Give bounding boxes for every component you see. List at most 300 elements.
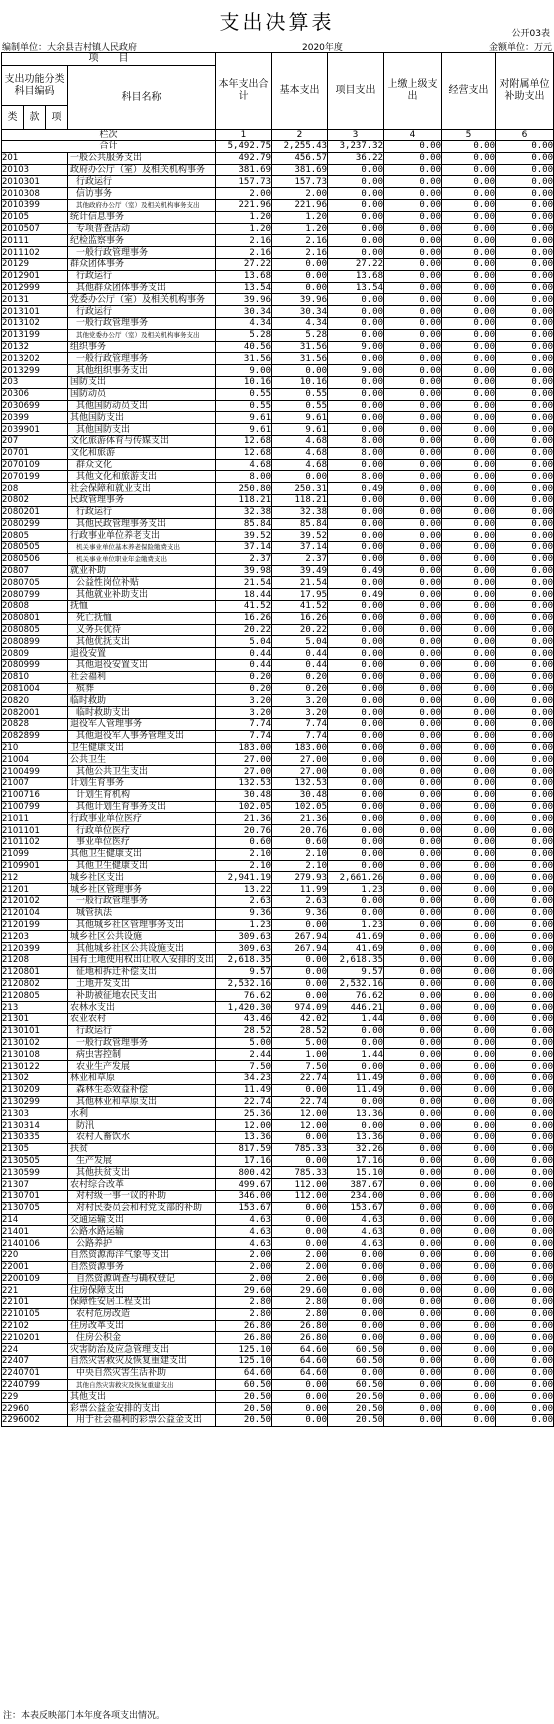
row-subsidy: 0.00 bbox=[496, 152, 554, 164]
row-code: 2030699 bbox=[2, 400, 68, 412]
row-code: 2109901 bbox=[2, 860, 68, 872]
row-name: 国防动员 bbox=[68, 388, 216, 400]
table-body bbox=[2, 141, 554, 1427]
row-business: 0.00 bbox=[442, 553, 496, 565]
row-subsidy: 0.00 bbox=[496, 176, 554, 188]
row-basic: 22.74 bbox=[272, 1072, 328, 1084]
row-basic: 3.20 bbox=[272, 707, 328, 719]
row-business: 0.00 bbox=[442, 742, 496, 754]
table-row bbox=[2, 695, 554, 707]
row-subsidy: 0.00 bbox=[496, 1143, 554, 1155]
row-business: 0.00 bbox=[442, 612, 496, 624]
row-name: 群众文化 bbox=[68, 459, 216, 471]
col-num-3: 3 bbox=[328, 130, 384, 141]
table-row bbox=[2, 1367, 554, 1379]
row-basic: 0.00 bbox=[272, 1155, 328, 1167]
row-project: 11.49 bbox=[328, 1084, 384, 1096]
row-project: 0.00 bbox=[328, 294, 384, 306]
row-code: 2012901 bbox=[2, 270, 68, 282]
row-code: 2013101 bbox=[2, 306, 68, 318]
row-project: 8.00 bbox=[328, 471, 384, 483]
row-business: 0.00 bbox=[442, 506, 496, 518]
row-upper: 0.00 bbox=[384, 530, 442, 542]
row-upper: 0.00 bbox=[384, 235, 442, 247]
row-upper: 0.00 bbox=[384, 1226, 442, 1238]
row-business: 0.00 bbox=[442, 730, 496, 742]
row-name: 纪检监察事务 bbox=[68, 235, 216, 247]
row-upper: 0.00 bbox=[384, 1297, 442, 1309]
row-project: 0.00 bbox=[328, 730, 384, 742]
row-total: 5.04 bbox=[216, 636, 272, 648]
header-project-exp: 项目支出 bbox=[328, 53, 384, 130]
row-upper: 0.00 bbox=[384, 565, 442, 577]
row-upper: 0.00 bbox=[384, 1179, 442, 1191]
table-row bbox=[2, 931, 554, 943]
row-total: 0.44 bbox=[216, 648, 272, 660]
row-business: 0.00 bbox=[442, 1403, 496, 1415]
row-subsidy: 0.00 bbox=[496, 282, 554, 294]
row-basic: 9.36 bbox=[272, 907, 328, 919]
row-subsidy: 0.00 bbox=[496, 1061, 554, 1073]
row-basic: 17.95 bbox=[272, 589, 328, 601]
row-business: 0.00 bbox=[442, 660, 496, 672]
table-row bbox=[2, 1131, 554, 1143]
row-subsidy: 0.00 bbox=[496, 589, 554, 601]
row-code: 22001 bbox=[2, 1261, 68, 1273]
row-basic: 0.00 bbox=[272, 1202, 328, 1214]
row-name: 彩票公益金安排的支出 bbox=[68, 1403, 216, 1415]
row-upper: 0.00 bbox=[384, 1249, 442, 1261]
row-total: 183.00 bbox=[216, 742, 272, 754]
row-code: 2120399 bbox=[2, 943, 68, 955]
row-subsidy: 0.00 bbox=[496, 518, 554, 530]
row-project: 2,532.16 bbox=[328, 978, 384, 990]
form-number: 公开03表 bbox=[511, 29, 550, 39]
row-subsidy: 0.00 bbox=[496, 211, 554, 223]
row-project: 0.00 bbox=[328, 601, 384, 613]
row-code: 21307 bbox=[2, 1179, 68, 1191]
row-total: 9.61 bbox=[216, 412, 272, 424]
row-subsidy: 0.00 bbox=[496, 471, 554, 483]
row-project: 0.00 bbox=[328, 1285, 384, 1297]
row-upper: 0.00 bbox=[384, 1190, 442, 1202]
row-basic: 132.53 bbox=[272, 778, 328, 790]
table-row bbox=[2, 223, 554, 235]
row-basic: 0.00 bbox=[272, 1415, 328, 1427]
row-upper: 0.00 bbox=[384, 778, 442, 790]
row-basic: 42.02 bbox=[272, 1013, 328, 1025]
row-project: 0.00 bbox=[328, 848, 384, 860]
row-upper: 0.00 bbox=[384, 518, 442, 530]
row-name: 一般行政管理事务 bbox=[68, 317, 216, 329]
header-kuan: 款 bbox=[24, 106, 46, 130]
row-name: 其他国防支出 bbox=[68, 424, 216, 436]
row-code: 2039901 bbox=[2, 424, 68, 436]
table-row bbox=[2, 317, 554, 329]
table-row bbox=[2, 1096, 554, 1108]
row-business: 0.00 bbox=[442, 199, 496, 211]
row-total: 32.38 bbox=[216, 506, 272, 518]
row-upper: 0.00 bbox=[384, 589, 442, 601]
row-upper: 0.00 bbox=[384, 483, 442, 495]
row-code: 21301 bbox=[2, 1013, 68, 1025]
row-name: 就业补助 bbox=[68, 565, 216, 577]
table-row bbox=[2, 282, 554, 294]
row-business: 0.00 bbox=[442, 1013, 496, 1025]
row-total: 132.53 bbox=[216, 778, 272, 790]
table-row bbox=[2, 211, 554, 223]
row-project: 0.00 bbox=[328, 306, 384, 318]
row-total: 76.62 bbox=[216, 990, 272, 1002]
row-code: 2011102 bbox=[2, 247, 68, 259]
table-row bbox=[2, 199, 554, 211]
row-business: 0.00 bbox=[442, 624, 496, 636]
row-total: 2.16 bbox=[216, 235, 272, 247]
row-project: 0.00 bbox=[328, 412, 384, 424]
meta-row bbox=[2, 40, 552, 51]
row-code: 21305 bbox=[2, 1143, 68, 1155]
row-basic: 0.00 bbox=[272, 919, 328, 931]
header-total: 本年支出合计 bbox=[216, 53, 272, 130]
row-total: 20.50 bbox=[216, 1415, 272, 1427]
row-upper: 0.00 bbox=[384, 966, 442, 978]
row-subsidy: 0.00 bbox=[496, 990, 554, 1002]
table-row bbox=[2, 329, 554, 341]
row-total: 3.20 bbox=[216, 707, 272, 719]
row-project: 1.23 bbox=[328, 884, 384, 896]
table-row bbox=[2, 966, 554, 978]
row-business: 0.00 bbox=[442, 1332, 496, 1344]
row-code: 21007 bbox=[2, 778, 68, 790]
row-project: 20.50 bbox=[328, 1391, 384, 1403]
table-row bbox=[2, 1403, 554, 1415]
table-row bbox=[2, 825, 554, 837]
row-subsidy: 0.00 bbox=[496, 848, 554, 860]
row-basic: 112.00 bbox=[272, 1179, 328, 1191]
row-code: 208 bbox=[2, 483, 68, 495]
row-business: 0.00 bbox=[442, 306, 496, 318]
row-project: 0.00 bbox=[328, 164, 384, 176]
row-project: 0.00 bbox=[328, 553, 384, 565]
row-upper: 0.00 bbox=[384, 1261, 442, 1273]
row-code: 2080899 bbox=[2, 636, 68, 648]
row-total: 16.26 bbox=[216, 612, 272, 624]
row-basic: 0.00 bbox=[272, 1379, 328, 1391]
row-upper: 0.00 bbox=[384, 1061, 442, 1073]
row-business: 0.00 bbox=[442, 978, 496, 990]
row-upper: 0.00 bbox=[384, 754, 442, 766]
row-project: 4.63 bbox=[328, 1226, 384, 1238]
row-basic: 1.00 bbox=[272, 1049, 328, 1061]
row-project: 0.00 bbox=[328, 612, 384, 624]
row-code: 21302 bbox=[2, 1072, 68, 1084]
row-business: 0.00 bbox=[442, 412, 496, 424]
row-business: 0.00 bbox=[442, 565, 496, 577]
row-name: 其他公共卫生支出 bbox=[68, 766, 216, 778]
row-upper: 0.00 bbox=[384, 341, 442, 353]
row-total: 43.46 bbox=[216, 1013, 272, 1025]
row-business: 0.00 bbox=[442, 1190, 496, 1202]
row-basic: 32.38 bbox=[272, 506, 328, 518]
table-row bbox=[2, 1344, 554, 1356]
row-code: 20701 bbox=[2, 447, 68, 459]
row-basic: 21.36 bbox=[272, 813, 328, 825]
table-row bbox=[2, 907, 554, 919]
row-subsidy: 0.00 bbox=[496, 1285, 554, 1297]
row-code: 2012999 bbox=[2, 282, 68, 294]
row-project: 0.00 bbox=[328, 494, 384, 506]
row-code: 21099 bbox=[2, 848, 68, 860]
row-project: 0.00 bbox=[328, 719, 384, 731]
row-upper: 0.00 bbox=[384, 424, 442, 436]
row-code: 20103 bbox=[2, 164, 68, 176]
row-subsidy: 0.00 bbox=[496, 164, 554, 176]
table-row bbox=[2, 447, 554, 459]
row-business: 0.00 bbox=[442, 954, 496, 966]
row-total: 34.23 bbox=[216, 1072, 272, 1084]
row-project: 8.00 bbox=[328, 447, 384, 459]
table-row bbox=[2, 789, 554, 801]
row-business: 0.00 bbox=[442, 778, 496, 790]
row-upper: 0.00 bbox=[384, 813, 442, 825]
fiscal-year: 2020年度 bbox=[302, 43, 343, 53]
row-project: 0.00 bbox=[328, 329, 384, 341]
row-project: 0.00 bbox=[328, 1037, 384, 1049]
row-business: 0.00 bbox=[442, 211, 496, 223]
row-upper: 0.00 bbox=[384, 164, 442, 176]
row-project: 0.00 bbox=[328, 742, 384, 754]
row-business: 0.00 bbox=[442, 223, 496, 235]
row-business: 0.00 bbox=[442, 247, 496, 259]
row-basic: 30.34 bbox=[272, 306, 328, 318]
row-total: 2.80 bbox=[216, 1297, 272, 1309]
row-project: 0.00 bbox=[328, 1332, 384, 1344]
row-total: 64.60 bbox=[216, 1367, 272, 1379]
row-basic: 2.00 bbox=[272, 1261, 328, 1273]
row-total: 29.60 bbox=[216, 1285, 272, 1297]
header-row-label: 栏次 bbox=[2, 130, 216, 141]
row-subsidy: 0.00 bbox=[496, 329, 554, 341]
row-name: 城管执法 bbox=[68, 907, 216, 919]
row-basic: 102.05 bbox=[272, 801, 328, 813]
table-row bbox=[2, 530, 554, 542]
row-basic: 7.74 bbox=[272, 730, 328, 742]
row-basic: 9.61 bbox=[272, 412, 328, 424]
row-code: 2200109 bbox=[2, 1273, 68, 1285]
row-upper: 0.00 bbox=[384, 553, 442, 565]
row-total: 2.37 bbox=[216, 553, 272, 565]
row-project: 0.00 bbox=[328, 896, 384, 908]
row-business: 0.00 bbox=[442, 1037, 496, 1049]
row-total: 28.52 bbox=[216, 1025, 272, 1037]
row-total: 2.16 bbox=[216, 247, 272, 259]
table-row bbox=[2, 896, 554, 908]
row-name: 行政单位医疗 bbox=[68, 825, 216, 837]
row-subsidy: 0.00 bbox=[496, 1320, 554, 1332]
row-basic: 2.00 bbox=[272, 1273, 328, 1285]
table-row bbox=[2, 1379, 554, 1391]
row-project: 0.00 bbox=[328, 1120, 384, 1132]
row-subsidy: 0.00 bbox=[496, 1167, 554, 1179]
row-code: 2080201 bbox=[2, 506, 68, 518]
row-upper: 0.00 bbox=[384, 294, 442, 306]
row-total: 30.48 bbox=[216, 789, 272, 801]
row-name: 临时救助 bbox=[68, 695, 216, 707]
row-code: 203 bbox=[2, 376, 68, 388]
row-subsidy: 0.00 bbox=[496, 695, 554, 707]
row-name: 住房改革支出 bbox=[68, 1320, 216, 1332]
row-name: 行政运行 bbox=[68, 176, 216, 188]
row-project: 13.36 bbox=[328, 1131, 384, 1143]
row-code: 20129 bbox=[2, 258, 68, 270]
row-basic: 7.50 bbox=[272, 1061, 328, 1073]
row-basic: 41.52 bbox=[272, 601, 328, 613]
table-row bbox=[2, 1013, 554, 1025]
row-subsidy: 0.00 bbox=[496, 1214, 554, 1226]
row-total: 9.36 bbox=[216, 907, 272, 919]
total-business: 0.00 bbox=[442, 141, 496, 153]
row-code: 207 bbox=[2, 435, 68, 447]
row-name: 其他国防支出 bbox=[68, 412, 216, 424]
row-basic: 5.00 bbox=[272, 1037, 328, 1049]
row-basic: 2.00 bbox=[272, 1249, 328, 1261]
row-upper: 0.00 bbox=[384, 282, 442, 294]
row-name: 计划生育机构 bbox=[68, 789, 216, 801]
row-project: 0.00 bbox=[328, 388, 384, 400]
row-total: 21.54 bbox=[216, 577, 272, 589]
row-basic: 64.60 bbox=[272, 1367, 328, 1379]
row-name: 退役军人管理事务 bbox=[68, 719, 216, 731]
row-total: 1.23 bbox=[216, 919, 272, 931]
row-name: 行政事业单位养老支出 bbox=[68, 530, 216, 542]
row-project: 60.50 bbox=[328, 1356, 384, 1368]
row-code: 2120102 bbox=[2, 896, 68, 908]
row-business: 0.00 bbox=[442, 1214, 496, 1226]
row-total: 40.56 bbox=[216, 341, 272, 353]
row-subsidy: 0.00 bbox=[496, 530, 554, 542]
table-row bbox=[2, 565, 554, 577]
row-subsidy: 0.00 bbox=[496, 494, 554, 506]
row-subsidy: 0.00 bbox=[496, 400, 554, 412]
row-total: 800.42 bbox=[216, 1167, 272, 1179]
row-basic: 0.00 bbox=[272, 990, 328, 1002]
row-code: 2080799 bbox=[2, 589, 68, 601]
row-total: 492.79 bbox=[216, 152, 272, 164]
row-subsidy: 0.00 bbox=[496, 1261, 554, 1273]
row-upper: 0.00 bbox=[384, 329, 442, 341]
total-label: 合计 bbox=[2, 141, 216, 153]
row-project: 0.00 bbox=[328, 424, 384, 436]
row-project: 0.00 bbox=[328, 376, 384, 388]
row-subsidy: 0.00 bbox=[496, 1013, 554, 1025]
row-upper: 0.00 bbox=[384, 848, 442, 860]
row-code: 2130505 bbox=[2, 1155, 68, 1167]
row-subsidy: 0.00 bbox=[496, 341, 554, 353]
header-business: 经营支出 bbox=[442, 53, 496, 130]
row-name: 其他就业补助支出 bbox=[68, 589, 216, 601]
row-project: 0.00 bbox=[328, 1261, 384, 1273]
row-name: 其他卫生健康支出 bbox=[68, 860, 216, 872]
row-name: 其他城乡社区管理事务支出 bbox=[68, 919, 216, 931]
row-total: 22.74 bbox=[216, 1096, 272, 1108]
row-basic: 0.44 bbox=[272, 660, 328, 672]
row-subsidy: 0.00 bbox=[496, 247, 554, 259]
row-code: 2013299 bbox=[2, 365, 68, 377]
row-basic: 0.00 bbox=[272, 1391, 328, 1403]
row-project: 0.00 bbox=[328, 518, 384, 530]
table-row bbox=[2, 766, 554, 778]
row-total: 221.96 bbox=[216, 199, 272, 211]
row-code: 2130335 bbox=[2, 1131, 68, 1143]
row-basic: 0.60 bbox=[272, 837, 328, 849]
table-row bbox=[2, 164, 554, 176]
row-basic: 0.00 bbox=[272, 1214, 328, 1226]
row-upper: 0.00 bbox=[384, 1415, 442, 1427]
row-project: 0.00 bbox=[328, 1096, 384, 1108]
row-upper: 0.00 bbox=[384, 1391, 442, 1403]
row-name: 社会保障和就业支出 bbox=[68, 483, 216, 495]
row-business: 0.00 bbox=[442, 164, 496, 176]
row-business: 0.00 bbox=[442, 707, 496, 719]
row-name: 林业和草原 bbox=[68, 1072, 216, 1084]
row-business: 0.00 bbox=[442, 1273, 496, 1285]
row-subsidy: 0.00 bbox=[496, 813, 554, 825]
row-name: 退役安置 bbox=[68, 648, 216, 660]
row-name: 其他民政管理事务支出 bbox=[68, 518, 216, 530]
row-business: 0.00 bbox=[442, 1356, 496, 1368]
row-upper: 0.00 bbox=[384, 152, 442, 164]
row-project: 0.00 bbox=[328, 683, 384, 695]
row-business: 0.00 bbox=[442, 1320, 496, 1332]
table-row bbox=[2, 1049, 554, 1061]
row-code: 2080299 bbox=[2, 518, 68, 530]
row-basic: 39.96 bbox=[272, 294, 328, 306]
row-business: 0.00 bbox=[442, 1344, 496, 1356]
row-upper: 0.00 bbox=[384, 990, 442, 1002]
row-code: 2100716 bbox=[2, 789, 68, 801]
row-total: 7.74 bbox=[216, 719, 272, 731]
row-project: 0.00 bbox=[328, 1025, 384, 1037]
row-upper: 0.00 bbox=[384, 707, 442, 719]
row-basic: 250.31 bbox=[272, 483, 328, 495]
row-project: 60.50 bbox=[328, 1344, 384, 1356]
header-basic: 基本支出 bbox=[272, 53, 328, 130]
row-basic: 0.00 bbox=[272, 1131, 328, 1143]
row-business: 0.00 bbox=[442, 577, 496, 589]
row-name: 临时救助支出 bbox=[68, 707, 216, 719]
table-row bbox=[2, 1155, 554, 1167]
row-code: 2080801 bbox=[2, 612, 68, 624]
row-upper: 0.00 bbox=[384, 789, 442, 801]
row-total: 13.22 bbox=[216, 884, 272, 896]
row-project: 2,661.26 bbox=[328, 872, 384, 884]
row-upper: 0.00 bbox=[384, 837, 442, 849]
row-code: 201 bbox=[2, 152, 68, 164]
row-upper: 0.00 bbox=[384, 860, 442, 872]
row-total: 7.50 bbox=[216, 1061, 272, 1073]
row-name: 党委办公厅（室）及相关机构事务 bbox=[68, 294, 216, 306]
row-basic: 0.55 bbox=[272, 400, 328, 412]
page-title: 支出决算表 bbox=[219, 10, 335, 34]
row-basic: 1.20 bbox=[272, 223, 328, 235]
table-row bbox=[2, 813, 554, 825]
row-subsidy: 0.00 bbox=[496, 1403, 554, 1415]
row-code: 2130705 bbox=[2, 1202, 68, 1214]
row-business: 0.00 bbox=[442, 365, 496, 377]
row-name: 其他林业和草原支出 bbox=[68, 1096, 216, 1108]
row-project: 0.00 bbox=[328, 1273, 384, 1285]
row-business: 0.00 bbox=[442, 907, 496, 919]
